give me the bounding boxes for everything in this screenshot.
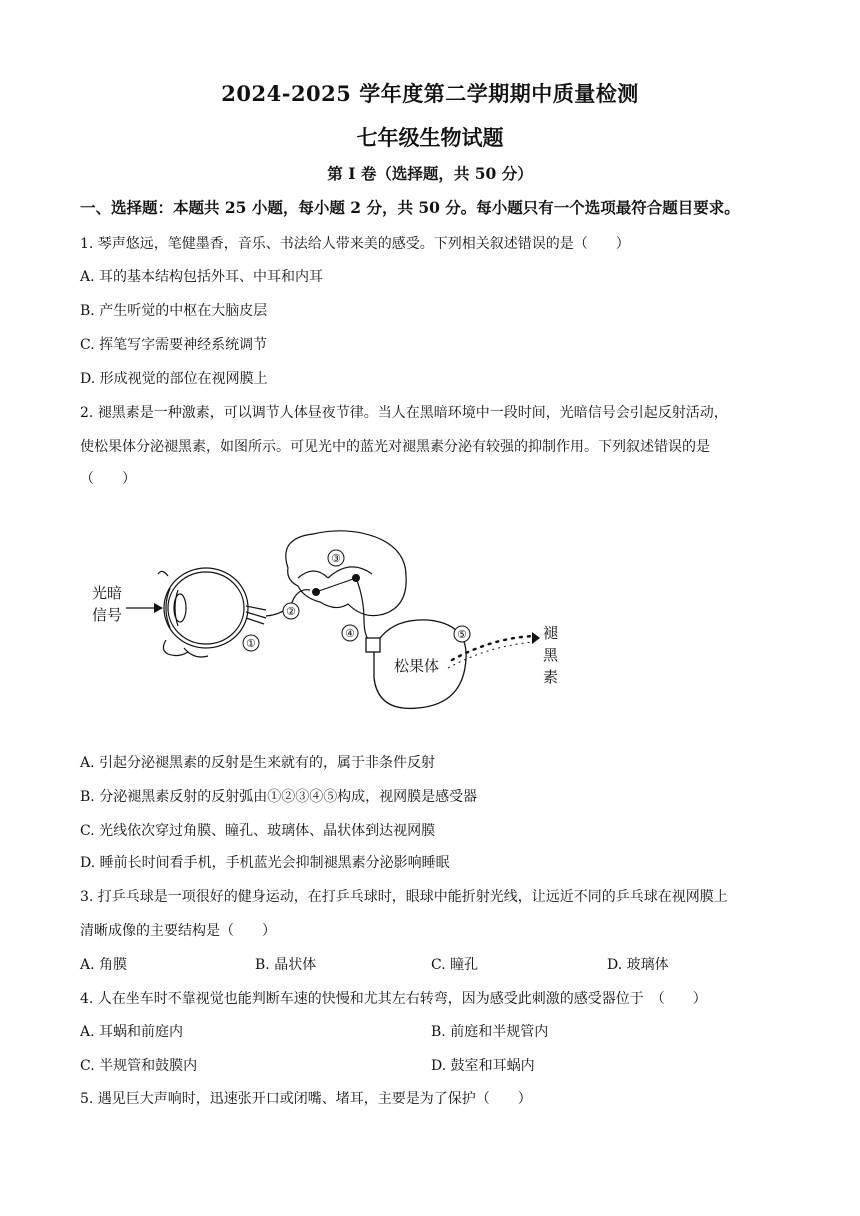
- q4-stem: 4. 人在坐车时不靠视觉也能判断车速的快慢和尤其左右转弯，因为感受此刺激的感受器位于 （ ）: [80, 991, 707, 1007]
- q4-option-b: B. 前庭和半规管内: [431, 1024, 549, 1040]
- pineal-label: 松果体: [394, 657, 440, 675]
- q1-option-a: A. 耳的基本结构包括外耳、中耳和内耳: [80, 269, 324, 285]
- hormone-char-2: 黑: [543, 646, 559, 664]
- light-arrow-icon: [126, 603, 163, 613]
- q4-option-a: A. 耳蜗和前庭内: [80, 1024, 184, 1040]
- q3-option-d: D. 玻璃体: [607, 957, 669, 973]
- q3-option-c: C. 瞳孔: [431, 957, 479, 973]
- q1-option-c: C. 挥笔写字需要神经系统调节: [80, 337, 268, 353]
- q2-stem-line3: （ ）: [80, 471, 136, 487]
- section-heading: 一、选择题：本题共 25 小题，每小题 2 分，共 50 分。每小题只有一个选项最符合题目要求。: [80, 198, 740, 217]
- svg-text:④: ④: [345, 627, 355, 640]
- q4-option-c: C. 半规管和鼓膜内: [80, 1058, 198, 1074]
- svg-text:③: ③: [331, 552, 341, 565]
- q3-stem-line1: 3. 打乒乓球是一项很好的健身运动，在打乒乓球时，眼球中能折射光线，让远近不同的乒乓球在视网膜上: [80, 889, 728, 905]
- svg-text:①: ①: [246, 637, 256, 650]
- q2-option-a: A. 引起分泌褪黑素的反射是生来就有的，属于非条件反射: [80, 755, 436, 771]
- svg-text:⑤: ⑤: [457, 628, 467, 641]
- q2-option-d: D. 睡前长时间看手机，手机蓝光会抑制褪黑素分泌影响睡眠: [80, 855, 450, 871]
- brain-icon: [286, 531, 406, 616]
- q4-option-d: D. 鼓室和耳蜗内: [431, 1058, 535, 1074]
- q1-option-b: B. 产生听觉的中枢在大脑皮层: [80, 303, 268, 319]
- q2-stem-line2: 使松果体分泌褪黑素，如图所示。可见光中的蓝光对褪黑素分泌有较强的抑制作用。下列叙述错误的是: [80, 439, 710, 455]
- q3-option-a: A. 角膜: [80, 957, 128, 973]
- q1-stem: 1. 琴声悠远，笔健墨香，音乐、书法给人带来美的感受。下列相关叙述错误的是（ ）: [80, 236, 630, 252]
- q2-stem-line1: 2. 褪黑素是一种激素，可以调节人体昼夜节律。当人在黑暗环境中一段时间，光暗信号会引起反射活动，: [80, 405, 728, 421]
- part-heading: 第 I 卷（选择题，共 50 分）: [327, 164, 533, 183]
- q2-option-b: B. 分泌褪黑素反射的反射弧由①②③④⑤构成，视网膜是感受器: [80, 789, 478, 805]
- hormone-char-1: 褪: [543, 624, 559, 642]
- signal-label-line2: 信号: [92, 606, 123, 624]
- svg-text:②: ②: [286, 605, 296, 618]
- exam-title: 2024-2025 学年度第二学期期中质量检测: [221, 81, 639, 106]
- q5-stem: 5. 遇见巨大声响时，迅速张开口或闭嘴、堵耳，主要是为了保护（ ）: [80, 1091, 532, 1107]
- q3-stem-line2: 清晰成像的主要结构是（ ）: [80, 923, 276, 939]
- q1-option-d: D. 形成视觉的部位在视网膜上: [80, 371, 268, 387]
- signal-label-line1: 光暗: [92, 584, 123, 602]
- q2-option-c: C. 光线依次穿过角膜、瞳孔、玻璃体、晶状体到达视网膜: [80, 823, 436, 839]
- melatonin-reflex-diagram: [88, 528, 588, 728]
- exam-subject: 七年级生物试题: [356, 125, 504, 150]
- hormone-char-3: 素: [543, 668, 559, 686]
- q3-option-b: B. 晶状体: [255, 957, 317, 973]
